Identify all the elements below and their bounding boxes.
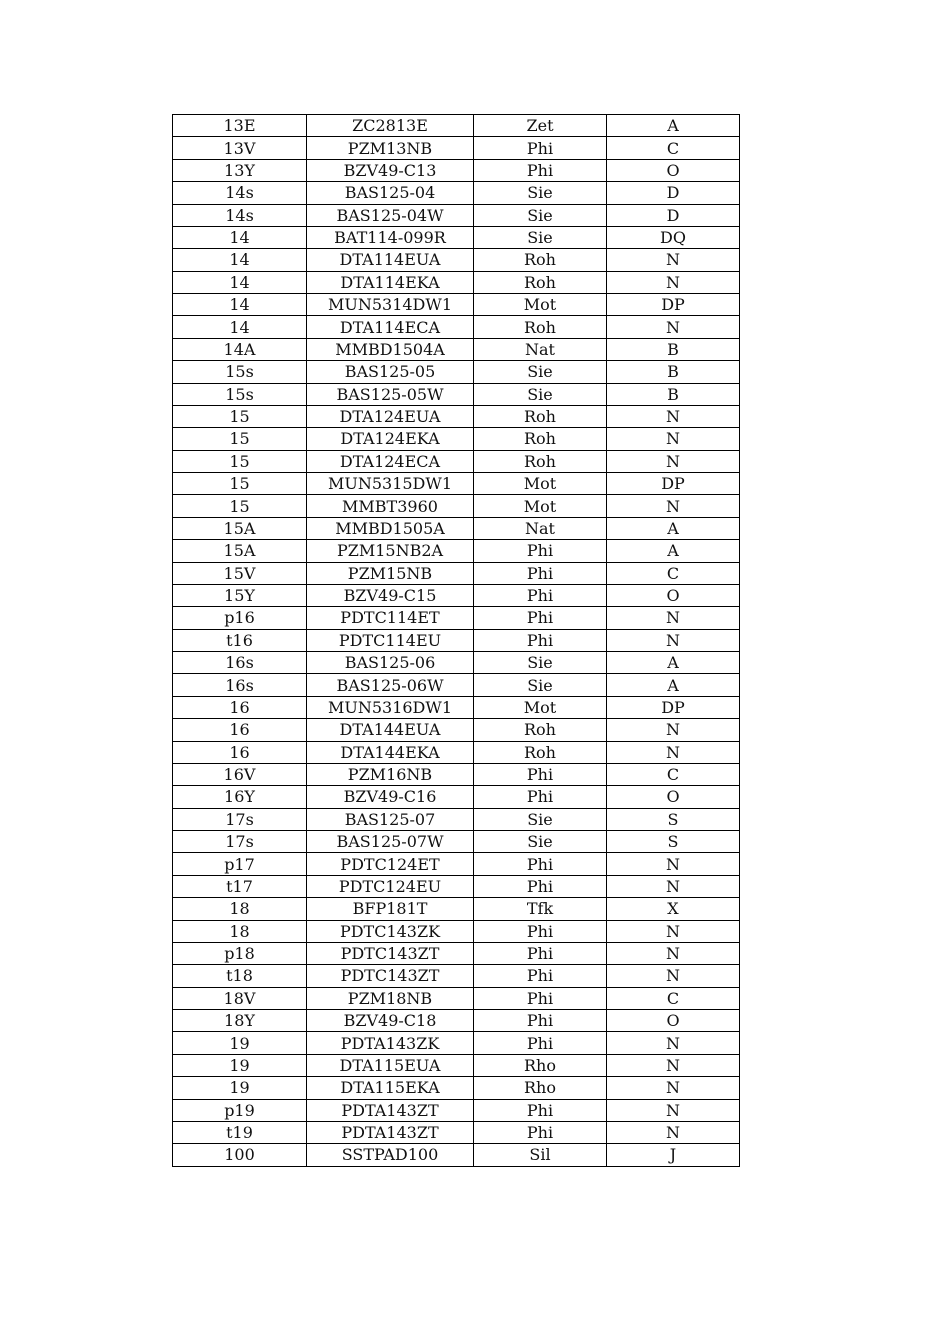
marking-code-cell: 13Y <box>173 159 307 181</box>
part-number-cell: PDTA143ZK <box>307 1032 474 1054</box>
package-cell: A <box>607 674 740 696</box>
package-cell: N <box>607 965 740 987</box>
table-row <box>173 875 740 897</box>
package-cell: N <box>607 629 740 651</box>
package-cell: B <box>607 383 740 405</box>
marking-code-cell: 15A <box>173 540 307 562</box>
part-number-cell: BAS125-05W <box>307 383 474 405</box>
part-number-cell: PDTC124EU <box>307 875 474 897</box>
table-row <box>173 629 740 651</box>
part-number-cell: DTA124EUA <box>307 405 474 427</box>
part-number-cell: PDTA143ZT <box>307 1121 474 1143</box>
table-row <box>173 294 740 316</box>
manufacturer-cell: Phi <box>474 607 607 629</box>
package-cell: N <box>607 942 740 964</box>
table-row <box>173 383 740 405</box>
marking-code-cell: 14 <box>173 271 307 293</box>
marking-code-cell: p17 <box>173 853 307 875</box>
part-number-cell: MUN5316DW1 <box>307 696 474 718</box>
marking-code-cell: 15V <box>173 562 307 584</box>
table-row <box>173 853 740 875</box>
marking-code-cell: 15s <box>173 383 307 405</box>
manufacturer-cell: Nat <box>474 338 607 360</box>
table-row <box>173 942 740 964</box>
table-row <box>173 405 740 427</box>
marking-code-cell: 18Y <box>173 1010 307 1032</box>
manufacturer-cell: Mot <box>474 473 607 495</box>
manufacturer-cell: Roh <box>474 405 607 427</box>
part-number-cell: BZV49-C18 <box>307 1010 474 1032</box>
table-row <box>173 473 740 495</box>
manufacturer-cell: Phi <box>474 1032 607 1054</box>
manufacturer-cell: Mot <box>474 696 607 718</box>
package-cell: D <box>607 204 740 226</box>
table-row <box>173 696 740 718</box>
manufacturer-cell: Phi <box>474 965 607 987</box>
marking-code-cell: 16V <box>173 763 307 785</box>
package-cell: N <box>607 271 740 293</box>
table-row <box>173 719 740 741</box>
package-cell: A <box>607 540 740 562</box>
manufacturer-cell: Phi <box>474 562 607 584</box>
manufacturer-cell: Phi <box>474 1010 607 1032</box>
marking-code-cell: 14s <box>173 182 307 204</box>
marking-code-cell: 13E <box>173 115 307 137</box>
manufacturer-cell: Sie <box>474 831 607 853</box>
part-number-cell: DTA124ECA <box>307 450 474 472</box>
package-cell: D <box>607 182 740 204</box>
package-cell: N <box>607 450 740 472</box>
manufacturer-cell: Sie <box>474 182 607 204</box>
table-row <box>173 517 740 539</box>
table-row <box>173 674 740 696</box>
table-row <box>173 786 740 808</box>
part-number-cell: MUN5315DW1 <box>307 473 474 495</box>
marking-code-cell: 16 <box>173 741 307 763</box>
package-cell: S <box>607 808 740 830</box>
part-number-cell: BAT114-099R <box>307 226 474 248</box>
manufacturer-cell: Sie <box>474 204 607 226</box>
manufacturer-cell: Phi <box>474 942 607 964</box>
table-row <box>173 584 740 606</box>
part-number-cell: BAS125-04W <box>307 204 474 226</box>
table-row <box>173 1121 740 1143</box>
package-cell: C <box>607 137 740 159</box>
table-row <box>173 1010 740 1032</box>
package-cell: S <box>607 831 740 853</box>
table-row <box>173 1099 740 1121</box>
manufacturer-cell: Phi <box>474 987 607 1009</box>
manufacturer-cell: Phi <box>474 875 607 897</box>
marking-code-cell: 18 <box>173 920 307 942</box>
part-number-cell: DTA115EKA <box>307 1077 474 1099</box>
marking-code-cell: 14 <box>173 226 307 248</box>
manufacturer-cell: Phi <box>474 1099 607 1121</box>
part-number-cell: PDTC114EU <box>307 629 474 651</box>
marking-code-cell: 14A <box>173 338 307 360</box>
part-number-cell: BZV49-C13 <box>307 159 474 181</box>
table-row <box>173 965 740 987</box>
part-number-cell: MMBD1504A <box>307 338 474 360</box>
package-cell: O <box>607 159 740 181</box>
package-cell: N <box>607 1099 740 1121</box>
table-row <box>173 450 740 472</box>
manufacturer-cell: Roh <box>474 428 607 450</box>
marking-code-cell: 15 <box>173 450 307 472</box>
table-row <box>173 741 740 763</box>
part-number-cell: DTA144EKA <box>307 741 474 763</box>
part-number-cell: PZM15NB2A <box>307 540 474 562</box>
marking-code-cell: 16s <box>173 674 307 696</box>
package-cell: C <box>607 763 740 785</box>
marking-code-cell: t19 <box>173 1121 307 1143</box>
marking-code-table <box>172 114 740 1167</box>
manufacturer-cell: Sie <box>474 652 607 674</box>
table-row <box>173 831 740 853</box>
marking-code-cell: 18V <box>173 987 307 1009</box>
marking-code-cell: 15 <box>173 495 307 517</box>
package-cell: B <box>607 361 740 383</box>
part-number-cell: BZV49-C16 <box>307 786 474 808</box>
package-cell: N <box>607 1077 740 1099</box>
package-cell: O <box>607 786 740 808</box>
manufacturer-cell: Phi <box>474 137 607 159</box>
package-cell: N <box>607 1054 740 1076</box>
package-cell: A <box>607 115 740 137</box>
package-cell: J <box>607 1144 740 1166</box>
table-row <box>173 226 740 248</box>
marking-code-cell: 15Y <box>173 584 307 606</box>
part-number-cell: PZM16NB <box>307 763 474 785</box>
table-row <box>173 428 740 450</box>
manufacturer-cell: Roh <box>474 719 607 741</box>
marking-code-cell: 16Y <box>173 786 307 808</box>
manufacturer-cell: Phi <box>474 920 607 942</box>
manufacturer-cell: Roh <box>474 316 607 338</box>
part-number-cell: DTA114EUA <box>307 249 474 271</box>
marking-code-cell: 17s <box>173 808 307 830</box>
table-body <box>173 115 740 1167</box>
marking-code-cell: 15 <box>173 428 307 450</box>
marking-code-cell: t17 <box>173 875 307 897</box>
table-row <box>173 763 740 785</box>
manufacturer-cell: Phi <box>474 1121 607 1143</box>
part-number-cell: BAS125-06 <box>307 652 474 674</box>
manufacturer-cell: Mot <box>474 294 607 316</box>
table-row <box>173 316 740 338</box>
table-row <box>173 987 740 1009</box>
package-cell: N <box>607 1032 740 1054</box>
manufacturer-cell: Phi <box>474 629 607 651</box>
manufacturer-cell: Roh <box>474 450 607 472</box>
manufacturer-cell: Sie <box>474 361 607 383</box>
marking-code-cell: 15s <box>173 361 307 383</box>
manufacturer-cell: Phi <box>474 763 607 785</box>
part-number-cell: PDTA143ZT <box>307 1099 474 1121</box>
package-cell: X <box>607 898 740 920</box>
table-row <box>173 159 740 181</box>
part-number-cell: DTA124EKA <box>307 428 474 450</box>
package-cell: DP <box>607 696 740 718</box>
manufacturer-cell: Roh <box>474 249 607 271</box>
package-cell: N <box>607 607 740 629</box>
package-cell: N <box>607 719 740 741</box>
package-cell: N <box>607 920 740 942</box>
marking-code-cell: 16s <box>173 652 307 674</box>
part-number-cell: PDTC143ZT <box>307 942 474 964</box>
marking-code-cell: 15 <box>173 405 307 427</box>
package-cell: N <box>607 405 740 427</box>
package-cell: N <box>607 1121 740 1143</box>
part-number-cell: MMBD1505A <box>307 517 474 539</box>
package-cell: DQ <box>607 226 740 248</box>
manufacturer-cell: Mot <box>474 495 607 517</box>
package-cell: DP <box>607 473 740 495</box>
manufacturer-cell: Rho <box>474 1054 607 1076</box>
part-number-cell: PZM18NB <box>307 987 474 1009</box>
manufacturer-cell: Zet <box>474 115 607 137</box>
package-cell: O <box>607 584 740 606</box>
marking-code-cell: p19 <box>173 1099 307 1121</box>
marking-code-cell: 15 <box>173 473 307 495</box>
table-row <box>173 1077 740 1099</box>
part-number-cell: MMBT3960 <box>307 495 474 517</box>
package-cell: N <box>607 741 740 763</box>
table-row <box>173 607 740 629</box>
table-row <box>173 249 740 271</box>
marking-code-cell: p18 <box>173 942 307 964</box>
part-number-cell: BAS125-07 <box>307 808 474 830</box>
part-number-cell: PZM13NB <box>307 137 474 159</box>
package-cell: B <box>607 338 740 360</box>
marking-code-cell: 19 <box>173 1032 307 1054</box>
package-cell: C <box>607 562 740 584</box>
marking-code-cell: 16 <box>173 696 307 718</box>
package-cell: N <box>607 853 740 875</box>
part-number-cell: DTA114EKA <box>307 271 474 293</box>
table-row <box>173 115 740 137</box>
manufacturer-cell: Phi <box>474 584 607 606</box>
table-row <box>173 1054 740 1076</box>
marking-code-cell: t18 <box>173 965 307 987</box>
marking-code-cell: 14 <box>173 249 307 271</box>
table-row <box>173 271 740 293</box>
package-cell: N <box>607 495 740 517</box>
marking-code-cell: 19 <box>173 1077 307 1099</box>
table-row <box>173 1032 740 1054</box>
manufacturer-cell: Phi <box>474 159 607 181</box>
manufacturer-cell: Sie <box>474 226 607 248</box>
table-row <box>173 898 740 920</box>
manufacturer-cell: Tfk <box>474 898 607 920</box>
table-row <box>173 495 740 517</box>
package-cell: C <box>607 987 740 1009</box>
part-number-cell: BAS125-07W <box>307 831 474 853</box>
package-cell: A <box>607 517 740 539</box>
part-number-cell: DTA115EUA <box>307 1054 474 1076</box>
manufacturer-cell: Rho <box>474 1077 607 1099</box>
part-number-cell: MUN5314DW1 <box>307 294 474 316</box>
part-number-cell: PDTC143ZT <box>307 965 474 987</box>
manufacturer-cell: Phi <box>474 786 607 808</box>
package-cell: N <box>607 316 740 338</box>
table-row <box>173 808 740 830</box>
marking-code-cell: 15A <box>173 517 307 539</box>
manufacturer-cell: Sie <box>474 383 607 405</box>
part-number-cell: BAS125-05 <box>307 361 474 383</box>
marking-code-cell: t16 <box>173 629 307 651</box>
table-row <box>173 338 740 360</box>
part-number-cell: DTA114ECA <box>307 316 474 338</box>
marking-code-cell: 18 <box>173 898 307 920</box>
manufacturer-cell: Roh <box>474 271 607 293</box>
part-number-cell: SSTPAD100 <box>307 1144 474 1166</box>
package-cell: A <box>607 652 740 674</box>
marking-code-cell: 14 <box>173 316 307 338</box>
marking-code-cell: 16 <box>173 719 307 741</box>
table-row <box>173 562 740 584</box>
marking-code-cell: p16 <box>173 607 307 629</box>
table-row <box>173 361 740 383</box>
package-cell: N <box>607 249 740 271</box>
package-cell: N <box>607 875 740 897</box>
part-number-cell: PZM15NB <box>307 562 474 584</box>
manufacturer-cell: Sie <box>474 808 607 830</box>
manufacturer-cell: Sie <box>474 674 607 696</box>
marking-code-cell: 100 <box>173 1144 307 1166</box>
part-number-cell: ZC2813E <box>307 115 474 137</box>
part-number-cell: BFP181T <box>307 898 474 920</box>
table-row <box>173 920 740 942</box>
part-number-cell: DTA144EUA <box>307 719 474 741</box>
manufacturer-cell: Roh <box>474 741 607 763</box>
marking-code-cell: 17s <box>173 831 307 853</box>
table-row <box>173 137 740 159</box>
marking-code-cell: 14 <box>173 294 307 316</box>
table-row <box>173 204 740 226</box>
part-number-cell: BZV49-C15 <box>307 584 474 606</box>
part-number-cell: PDTC114ET <box>307 607 474 629</box>
manufacturer-cell: Phi <box>474 853 607 875</box>
manufacturer-cell: Sil <box>474 1144 607 1166</box>
part-number-cell: BAS125-06W <box>307 674 474 696</box>
manufacturer-cell: Phi <box>474 540 607 562</box>
table-row <box>173 652 740 674</box>
marking-code-cell: 19 <box>173 1054 307 1076</box>
table-row <box>173 1144 740 1166</box>
package-cell: N <box>607 428 740 450</box>
package-cell: O <box>607 1010 740 1032</box>
table-row <box>173 540 740 562</box>
part-number-cell: PDTC143ZK <box>307 920 474 942</box>
part-number-cell: PDTC124ET <box>307 853 474 875</box>
package-cell: DP <box>607 294 740 316</box>
part-number-cell: BAS125-04 <box>307 182 474 204</box>
manufacturer-cell: Nat <box>474 517 607 539</box>
table-row <box>173 182 740 204</box>
marking-code-cell: 14s <box>173 204 307 226</box>
marking-code-cell: 13V <box>173 137 307 159</box>
